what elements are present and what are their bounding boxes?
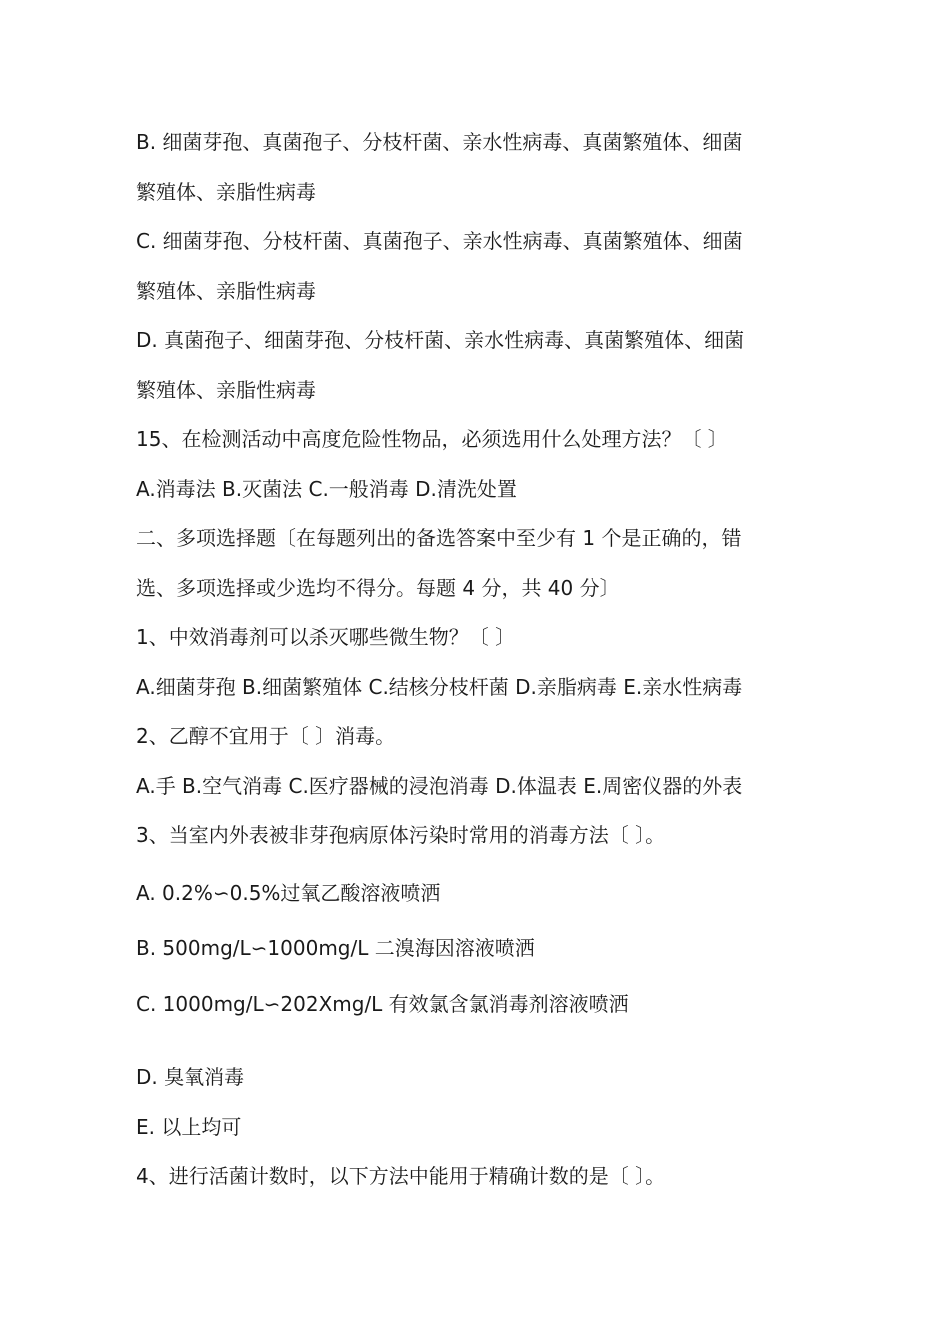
question-4: 4、进行活菌计数时，以下方法中能用于精确计数的是〔 〕。 — [136, 1164, 666, 1188]
question-15: 15、在检测活动中高度危险性物品，必须选用什么处理方法？〔 〕 — [136, 427, 728, 451]
question-3: 3、当室内外表被非芽孢病原体污染时常用的消毒方法〔 〕。 — [136, 823, 666, 847]
section-2-heading-line-2: 选、多项选择或少选均不得分。每题 4 分，共 40 分〕 — [136, 575, 620, 600]
question-2-options: A.手 B.空气消毒 C.医疗器械的浸泡消毒 D.体温表 E.周密仪器的外表 — [136, 773, 743, 798]
option-c-line-2: 繁殖体、亲脂性病毒 — [136, 278, 316, 303]
question-15-options: A.消毒法 B.灭菌法 C.一般消毒 D.清洗处置 — [136, 476, 517, 501]
question-2: 2、乙醇不宜用于〔 〕消毒。 — [136, 724, 396, 748]
option-d-line-1: D. 真菌孢子、细菌芽孢、分枝杆菌、亲水性病毒、真菌繁殖体、细菌 — [136, 328, 745, 352]
question-1-options: A.细菌芽孢 B.细菌繁殖体 C.结核分枝杆菌 D.亲脂病毒 E.亲水性病毒 — [136, 674, 743, 699]
question-3-option-b: B. 500mg/L∽1000mg/L 二溴海因溶液喷洒 — [136, 936, 535, 960]
question-3-option-c: C. 1000mg/L∽202Xmg/L 有效氯含氯消毒剂溶液喷洒 — [136, 991, 629, 1016]
section-2-heading-line-1: 二、多项选择题〔在每题列出的备选答案中至少有 1 个是正确的，错 — [136, 526, 742, 550]
question-3-option-e: E. 以上均可 — [136, 1114, 242, 1139]
question-1: 1、中效消毒剂可以杀灭哪些微生物？〔 〕 — [136, 625, 516, 649]
option-d-line-2: 繁殖体、亲脂性病毒 — [136, 377, 316, 402]
question-3-option-a: A. 0.2%∽0.5%过氧乙酸溶液喷洒 — [136, 880, 441, 905]
document-page — [136, 118, 826, 1202]
question-3-option-d: D. 臭氧消毒 — [136, 1065, 245, 1089]
option-b-line-1: B. 细菌芽孢、真菌孢子、分枝杆菌、亲水性病毒、真菌繁殖体、细菌 — [136, 130, 743, 154]
option-b-line-2: 繁殖体、亲脂性病毒 — [136, 179, 316, 204]
option-c-line-1: C. 细菌芽孢、分枝杆菌、真菌孢子、亲水性病毒、真菌繁殖体、细菌 — [136, 229, 743, 253]
